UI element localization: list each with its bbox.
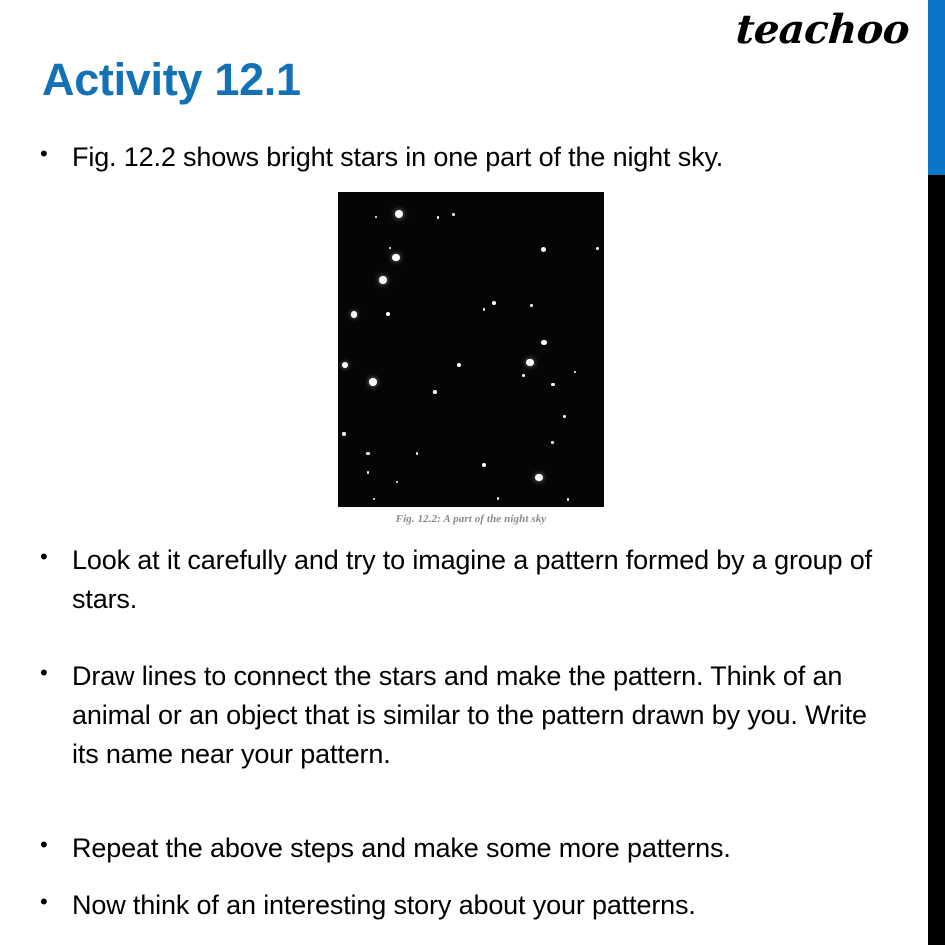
bullet-text: Fig. 12.2 shows bright stars in one part of the night sky. [72,142,724,172]
star-point [567,498,570,501]
bullet-item [40,541,895,619]
star-point [551,383,554,386]
star-point [386,312,390,316]
star-point [342,432,346,436]
page-title: Activity 12.1 [42,54,301,105]
star-point [396,481,399,484]
star-point [452,213,455,216]
bullet-text: Look at it carefully and try to imagine a pattern formed by a group of stars. [72,545,872,615]
star-point [367,471,370,474]
teachoo-logo: teachoo [734,6,911,53]
star-point [373,498,375,500]
star-point [351,311,357,317]
star-point [366,452,370,456]
star-point [541,247,546,252]
star-point [416,452,419,455]
star-point [379,276,387,284]
bullet-marker-icon: • [40,889,48,914]
star-point [457,363,461,367]
figure-night-sky [338,192,604,525]
figure-caption: Fig. 12.2: A part of the night sky [395,513,547,525]
bullet-item [40,829,895,868]
star-point [483,308,486,311]
star-point [342,362,348,368]
star-point [497,497,499,499]
star-point [551,441,554,444]
bullet-item [40,657,895,774]
star-point [526,359,533,366]
bullet-text: Draw lines to connect the stars and make the pattern. Think of an animal or an object that is similar to the pattern drawn by you. Write its name near your pattern. [72,661,867,770]
bullet-marker-icon: • [40,832,48,857]
star-point [530,304,533,307]
bullet-text: Repeat the above steps and make some more patterns. [72,833,731,863]
bullet-marker-icon: • [40,660,48,685]
night-sky-image [338,192,604,507]
star-point [437,216,440,219]
edge-accent-bar-black [928,175,945,945]
bullet-marker-icon: • [40,544,48,569]
star-point [389,247,392,250]
star-point [535,474,542,481]
star-point [563,415,566,418]
bullet-item [40,886,895,925]
star-point [433,390,437,394]
star-point [574,371,576,373]
star-point [522,374,525,377]
star-point [369,378,377,386]
star-point [492,301,496,305]
star-point [395,210,403,218]
edge-accent-bar-blue [928,0,945,175]
star-point [541,340,546,345]
bullet-text: Now think of an interesting story about your patterns. [72,890,696,920]
star-point [375,216,377,218]
bullet-marker-icon: • [40,141,48,166]
bullet-item [40,138,895,177]
star-point [392,254,399,261]
star-point [596,247,599,250]
star-point [482,463,486,467]
